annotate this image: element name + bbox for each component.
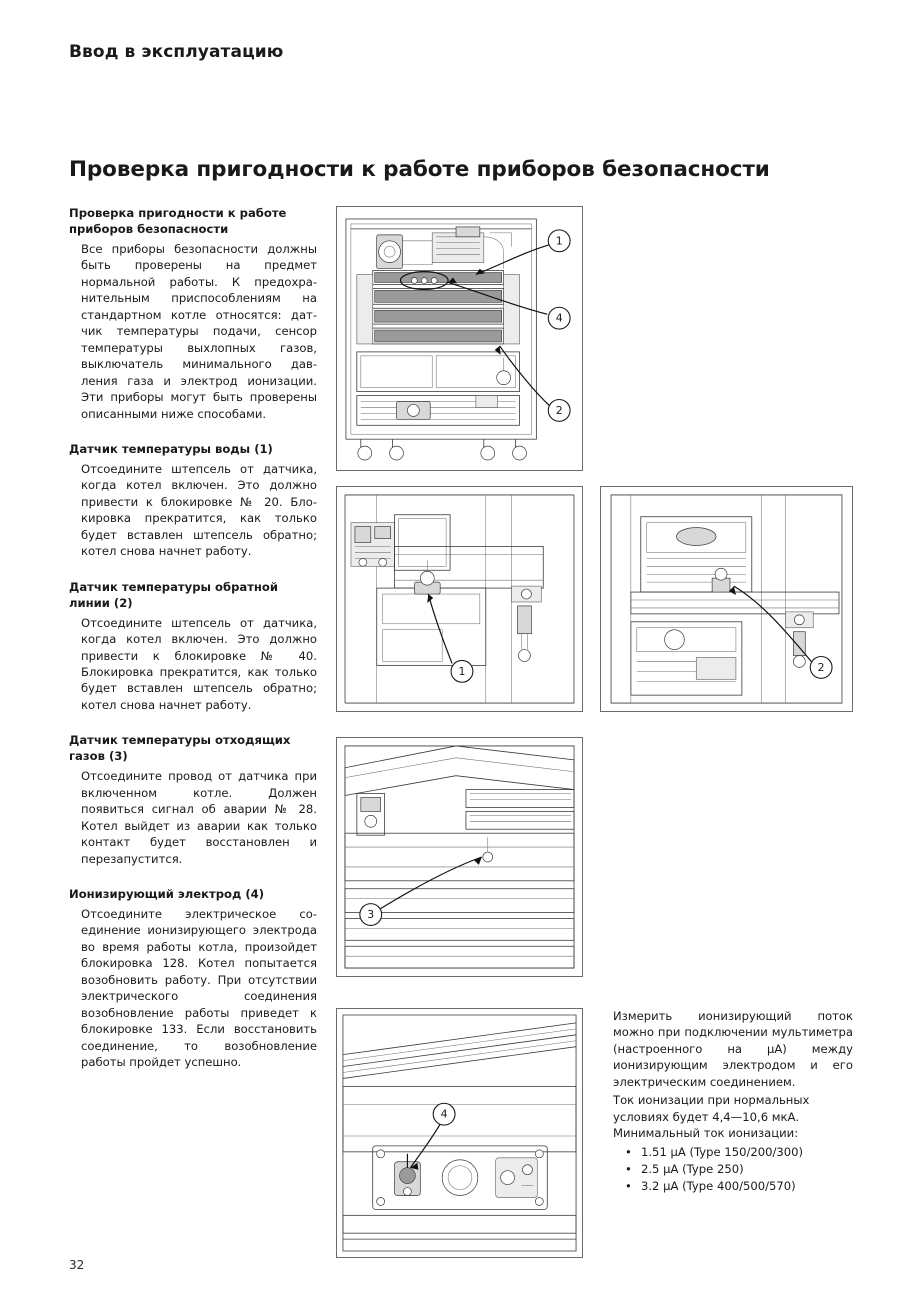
section-body: Отсоедините электрическое соединение ионизирующего электрода во время работы котла, произойдет блокировка 128. Котел попытается возобновить работу. При отсутствии электрического соединения возобновление работы приведет к блокировке 133. Если восстановить соединение, то возобновление работы пройдет успешно. (81, 907, 317, 1070)
figure-water-temperature-sensor (336, 486, 583, 712)
svg-text:2: 2 (555, 403, 563, 417)
section-water-temp-sensor (69, 442, 317, 560)
callout-4 (433, 1103, 455, 1125)
svg-text:3: 3 (367, 908, 375, 922)
note-paragraph-2: Ток ионизации при нормальных условиях будет 4,4—10,6 мкА. (613, 1093, 810, 1124)
callout-1 (451, 660, 473, 682)
section-body: Все приборы безопасности должны быть проверены на предмет нормальной работы. К предохранительным приспособлениям на стандартном котле относятся: датчик температуры подачи, сенсор температуры выхлопных газов, выключатель минимального давления газа и электрод ионизации. Эти приборы могут быть проверены описанными ниже способами. (81, 241, 317, 421)
svg-text:4: 4 (440, 1107, 448, 1121)
list-item: • 3.2 µA (Type 400/500/570) (613, 1178, 853, 1195)
page-title: Проверка пригодности к работе приборов безопасности (69, 157, 770, 182)
section-heading: Проверка пригодности к работе приборов безопасности (69, 206, 287, 236)
ionization-current-notes (613, 1008, 853, 1196)
section-body: Отсоедините штепсель от датчика, когда котел включен. Это должно привести к блокировке № 40. Блокировка прекратится, как только будет вставлен штепсель обратно; котел снова начнет работу. (81, 615, 317, 712)
callout-4 (548, 307, 570, 329)
section-flue-gas-temp-sensor (69, 733, 317, 867)
section-heading: Датчик температуры обратной линии (2) (69, 579, 279, 610)
callout-1 (548, 230, 570, 252)
note-paragraph-3: Минимальный ток ионизации: (613, 1126, 799, 1141)
list-item: • 2.5 µA (Type 250) (613, 1161, 853, 1178)
svg-text:1: 1 (555, 234, 563, 248)
callout-3 (360, 904, 382, 926)
page-number: 32 (69, 1258, 85, 1272)
minimum-current-list (613, 1144, 853, 1196)
callout-2 (810, 656, 832, 678)
section-safety-check (69, 206, 317, 422)
section-body: Отсоедините штепсель от датчика, когда котел включен. Это должно привести к блокировке № 20. Блокировка прекратится, как только будет вставлен штепсель обратно; котел снова начнет работу. (81, 461, 317, 559)
callout-2 (548, 400, 570, 422)
list-item: • 1.51 µA (Type 150/200/300) (613, 1144, 853, 1161)
svg-text:2: 2 (817, 660, 825, 674)
svg-text:4: 4 (555, 311, 563, 325)
left-text-column (69, 206, 317, 1087)
figure-ionization-electrode (336, 1008, 583, 1258)
section-body: Отсоедините провод от датчика при включенном котле. Должен появиться сигнал об аварии № 28. Котел выйдет из аварии как только контакт будет восстановлен и перезапустится. (81, 769, 317, 866)
note-paragraph-1: Измерить ионизирующий поток можно при подключении мультиметра (настроенного на µA) между ионизирующим электродом и его электрическим соединением. (613, 1009, 853, 1089)
figure-flue-gas-temperature-sensor (336, 737, 583, 977)
page-header-title: Ввод в эксплуатацию (69, 42, 284, 62)
section-ionization-electrode (69, 887, 317, 1071)
section-heading: Датчик температуры воды (1) (69, 441, 273, 456)
figure-boiler-front-view (336, 206, 583, 471)
section-heading: Ионизирующий электрод (4) (69, 887, 265, 902)
svg-text:1: 1 (458, 664, 466, 678)
figure-return-temperature-sensor (600, 486, 853, 712)
section-heading: Датчик температуры отходящих газов (3) (69, 733, 291, 764)
section-return-temp-sensor (69, 580, 317, 714)
